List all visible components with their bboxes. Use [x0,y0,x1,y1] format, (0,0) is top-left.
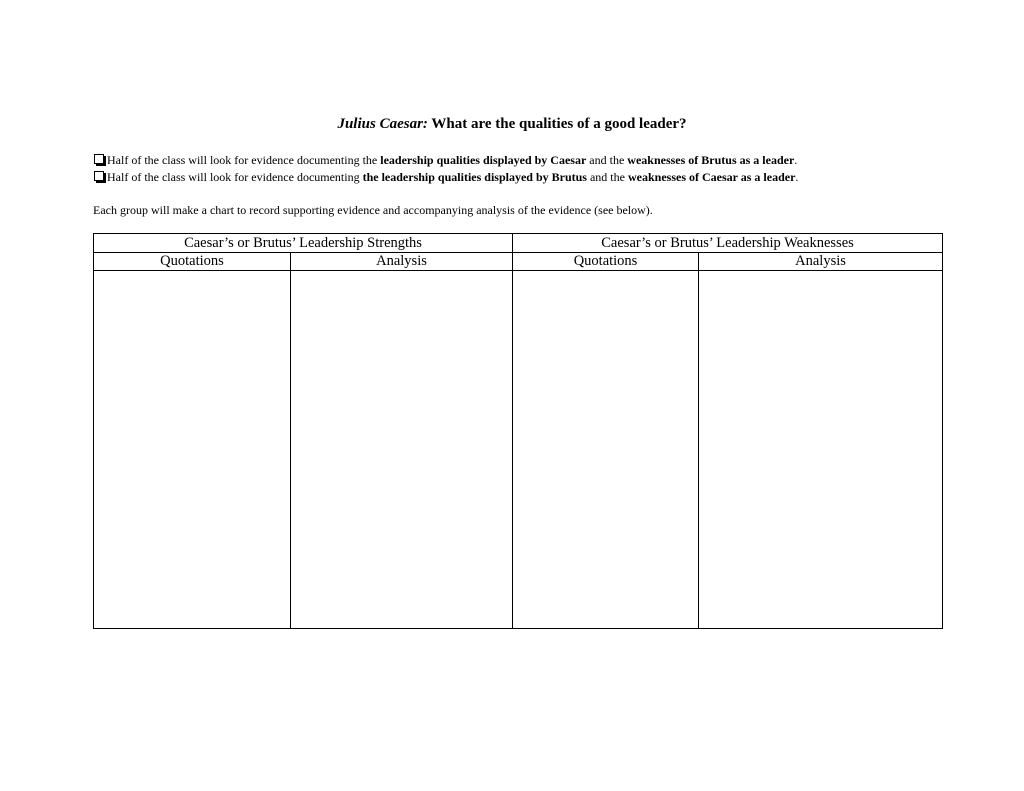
strengths-analysis-header: Analysis [291,253,513,271]
weaknesses-analysis-header: Analysis [699,253,943,271]
bullet-bold-text: leadership qualities displayed by Caesar [380,153,587,167]
bullet-text: . [795,170,799,184]
table-row [94,271,943,629]
weaknesses-quotations-header: Quotations [513,253,699,271]
checkbox-icon [94,154,104,164]
weaknesses-quotations-cell [513,271,699,629]
title-question: What are the qualities of a good leader? [431,116,687,132]
bullet-caesar-strengths [93,152,798,169]
chart-instruction: Each group will make a chart to record supporting evidence and accompanying analysis of the evidence (see below). [93,203,653,217]
page-title [0,116,1024,133]
bullet-brutus-strengths [93,169,798,186]
strengths-analysis-cell [291,271,513,629]
title-play-name: Julius Caesar: [337,116,428,132]
strengths-header: Caesar’s or Brutus’ Leadership Strengths [94,234,513,253]
bullet-text: Half of the class will look for evidence documenting [107,170,363,184]
checkbox-icon [94,171,104,181]
strengths-quotations-header: Quotations [94,253,291,271]
bullet-text: Half of the class will look for evidence documenting the [107,153,381,167]
bullet-text: and the [586,170,628,184]
bullet-bold-text: the leadership qualities displayed by Brutus [362,170,587,184]
strengths-quotations-cell [94,271,291,629]
group-header-row [94,234,943,253]
bullet-bold-text: weaknesses of Caesar as a leader [627,170,796,184]
instruction-bullets [93,152,798,186]
weaknesses-analysis-cell [699,271,943,629]
evidence-chart-table [93,233,943,629]
column-header-row [94,253,943,271]
weaknesses-header: Caesar’s or Brutus’ Leadership Weaknesses [513,234,943,253]
bullet-text: . [794,153,798,167]
bullet-text: and the [586,153,628,167]
bullet-bold-text: weaknesses of Brutus as a leader [627,153,795,167]
